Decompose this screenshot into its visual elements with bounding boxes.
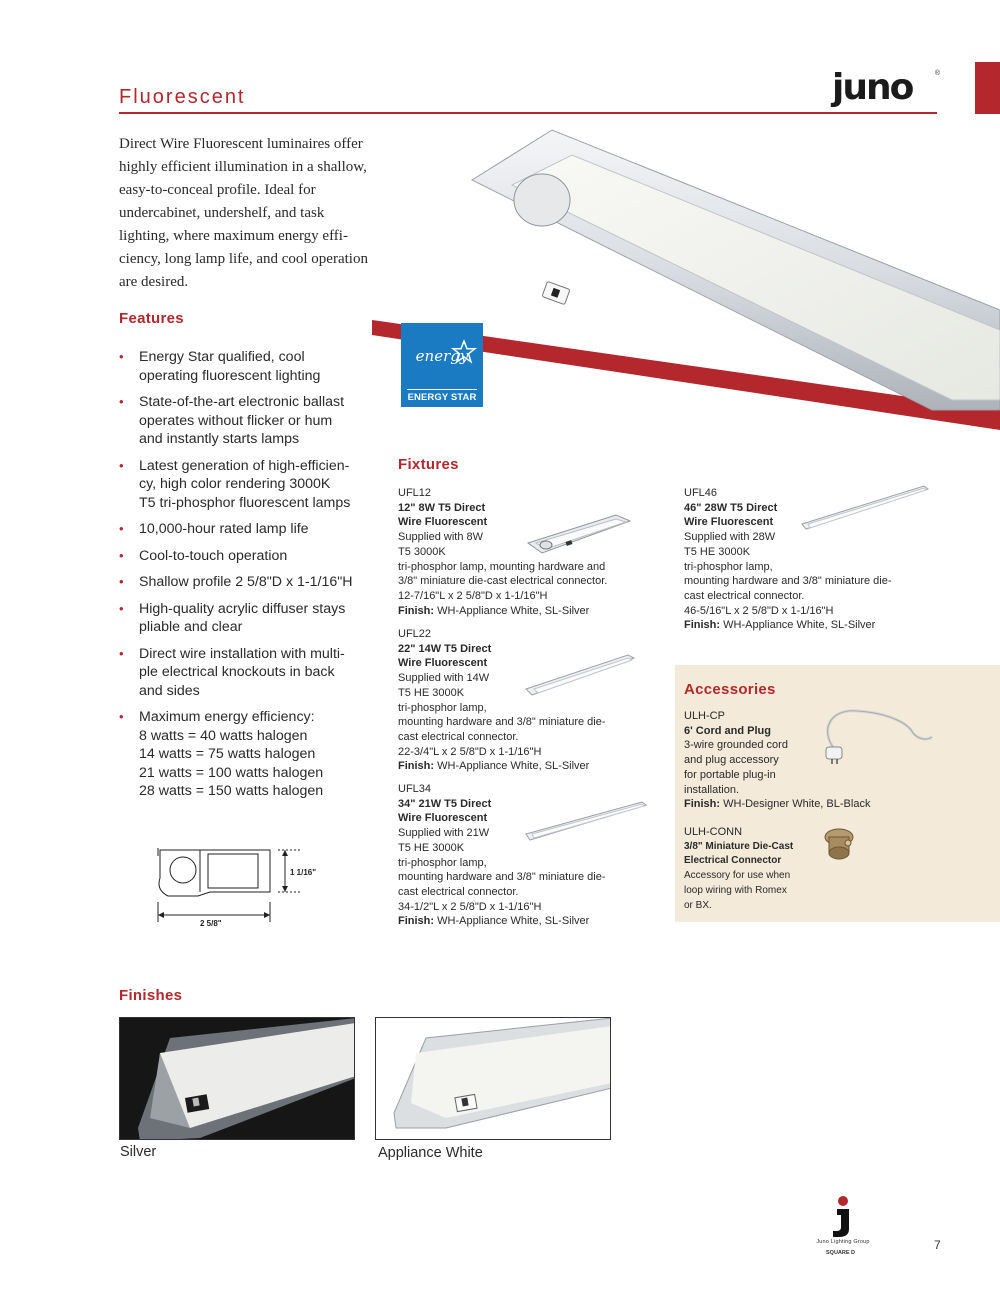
bullet-icon: • (119, 349, 124, 364)
fixtures-heading: Fixtures (398, 456, 459, 473)
fixture-ufl22 (398, 627, 638, 774)
energy-star-label: ENERGY STAR (407, 392, 477, 403)
ufl12-image (526, 513, 632, 557)
page-title: Fluorescent (119, 86, 246, 108)
registered-mark: ® (934, 70, 940, 77)
feature-item (118, 573, 378, 592)
feature-text: 10,000-hour rated lamp life (139, 521, 309, 537)
finish-value: WH-Appliance White, SL-Silver (437, 604, 590, 617)
feature-text: Energy Star qualified, cool operating fluorescent lighting (139, 349, 321, 384)
energy-star-logo (401, 323, 483, 407)
fixture-title: 46" 28W T5 Direct Wire Fluorescent (684, 501, 778, 529)
finish-white-image (375, 1017, 611, 1140)
feature-item (118, 600, 378, 637)
accessory-finish (684, 797, 894, 812)
feature-item (118, 457, 378, 513)
feature-text: Maximum energy efficiency: 8 watts = 40 watts halogen 14 watts = 75 watts halogen 21 watts = 100 watts halogen 28 watts = 150 watts halogen (139, 709, 324, 799)
bullet-icon: • (119, 600, 124, 616)
fixture-code: UFL12 (398, 487, 432, 499)
accessory-code: ULH-CP (684, 710, 725, 722)
finish-value: WH-Appliance White, SL-Silver (437, 915, 590, 928)
j-logo-icon (823, 1195, 863, 1239)
feature-item (118, 520, 378, 539)
feature-item (118, 348, 378, 385)
intro-paragraph: Direct Wire Fluorescent luminaires offer highly efficient illumination in a shallow, easy-to-conceal profile. Ideal for undercabinet, undershelf, and task lighting, where maximum energy effi-ciency, long lamp life, and cool operation are desired. (119, 136, 368, 290)
cross-section-drawing (150, 840, 340, 935)
features-list (118, 348, 378, 809)
fixture-code: UFL34 (398, 783, 432, 795)
accessory-description: 3-wire grounded cord and plug accessory for portable plug-in installation. (684, 739, 788, 796)
finish-label: Finish: (684, 619, 721, 632)
fixture-code: UFL22 (398, 628, 432, 640)
feature-text: Latest generation of high-efficien- cy, high color rendering 3000K T5 tri-phosphor fluorescent lamps (139, 457, 351, 511)
fixture-finish (398, 604, 638, 619)
page-number: 7 (934, 1238, 941, 1252)
finish-value: WH-Designer White, BL-Black (723, 798, 871, 811)
ufl22-image (524, 653, 636, 697)
feature-text: State-of-the-art electronic ballast operates without flicker or hum and instantly starts lamps (139, 394, 345, 447)
fixture-description: Supplied with 8W T5 3000K tri-phosphor lamp, mounting hardware and 3/8" miniature die-cast electrical connector. 12-7/16"L x 2 5/8"D x 1-1/16"H (398, 531, 608, 602)
connector-image (820, 825, 858, 863)
fixture-title: 34" 21W T5 Direct Wire Fluorescent (398, 797, 492, 825)
bullet-icon: • (119, 709, 124, 724)
fixture-title: 22" 14W T5 Direct Wire Fluorescent (398, 642, 492, 670)
feature-text: Direct wire installation with multi- ple electrical knockouts in back and sides (139, 645, 345, 699)
finish-value: WH-Appliance White, SL-Silver (437, 760, 590, 773)
parent-brand: SQUARE D (826, 1250, 856, 1256)
bullet-icon: • (119, 645, 124, 661)
energy-star-script: energy (415, 347, 469, 365)
cord-plug-image (818, 703, 938, 765)
bullet-icon: • (119, 394, 124, 409)
accessory-ulh-conn (684, 825, 814, 913)
finish-caption-silver: Silver (120, 1144, 157, 1160)
fixture-description: Supplied with 14W T5 HE 3000K tri-phosphor lamp, mounting hardware and 3/8" miniature die- cast electrical connector. 22-3/4"L x 2 5/8"D x 1-1/16"H (398, 672, 606, 758)
features-heading: Features (119, 310, 184, 327)
feature-item (118, 393, 378, 449)
feature-text: Cool-to-touch operation (139, 547, 288, 564)
finish-label: Finish: (684, 798, 721, 811)
juno-logo (832, 68, 940, 108)
feature-item (118, 708, 378, 801)
drawing-height-label: 1 1/16" (290, 868, 317, 877)
finish-label: Finish: (398, 760, 435, 773)
bullet-icon: • (119, 521, 124, 536)
group-name: Juno Lighting Group (816, 1239, 870, 1245)
accessory-description: Accessory for use when loop wiring with Romex or BX. (684, 870, 791, 911)
ufl46-image (800, 484, 930, 530)
star-icon (451, 339, 477, 365)
finish-silver-image (119, 1017, 355, 1140)
accessory-code: ULH-CONN (684, 826, 743, 838)
finishes-heading: Finishes (119, 987, 183, 1004)
fixture-finish (684, 618, 924, 633)
energy-star-divider (407, 389, 477, 390)
fixture-description: Supplied with 21W T5 HE 3000K tri-phosphor lamp, mounting hardware and 3/8" miniature die- cast electrical connector. 34-1/2"L x 2 5/8"D x 1-1/16"H (398, 827, 606, 913)
bullet-icon: • (119, 547, 124, 563)
finish-value: WH-Appliance White, SL-Silver (723, 619, 876, 632)
accessories-heading: Accessories (684, 681, 776, 698)
finish-caption-white: Appliance White (378, 1145, 483, 1161)
finish-label: Finish: (398, 604, 435, 617)
white-fixture-illustration (376, 1018, 611, 1140)
juno-lighting-group-logo (808, 1195, 908, 1285)
bullet-icon: • (119, 574, 124, 589)
fixture-finish (398, 914, 638, 929)
feature-text: High-quality acrylic diffuser stays pliable and clear (139, 600, 346, 635)
drawing-width-label: 2 5/8" (200, 919, 222, 928)
header-tab (975, 62, 1000, 114)
feature-item (118, 645, 378, 701)
bullet-icon: • (119, 457, 124, 473)
ufl34-image (524, 800, 648, 842)
hero-lamp-socket (514, 174, 570, 226)
fixture-description: Supplied with 28W T5 HE 3000K tri-phosphor lamp, mounting hardware and 3/8" miniature die- cast electrical connector. 46-5/16"L x 2 5/8"D x 1-1/16"H (684, 531, 892, 617)
accessory-title: 6' Cord and Plug (684, 724, 771, 737)
finish-label: Finish: (398, 915, 435, 928)
accessory-title: 3/8" Miniature Die-Cast Electrical Connector (684, 840, 794, 867)
feature-text: Shallow profile 2 5/8"D x 1-1/16"H (139, 574, 353, 590)
juno-logo-text: juno (832, 67, 913, 108)
feature-item (118, 547, 378, 566)
fixture-code: UFL46 (684, 487, 718, 499)
header-rule (119, 112, 937, 114)
fixture-title: 12" 8W T5 Direct Wire Fluorescent (398, 501, 488, 529)
fixture-finish (398, 759, 638, 774)
silver-fixture-illustration (120, 1018, 355, 1140)
